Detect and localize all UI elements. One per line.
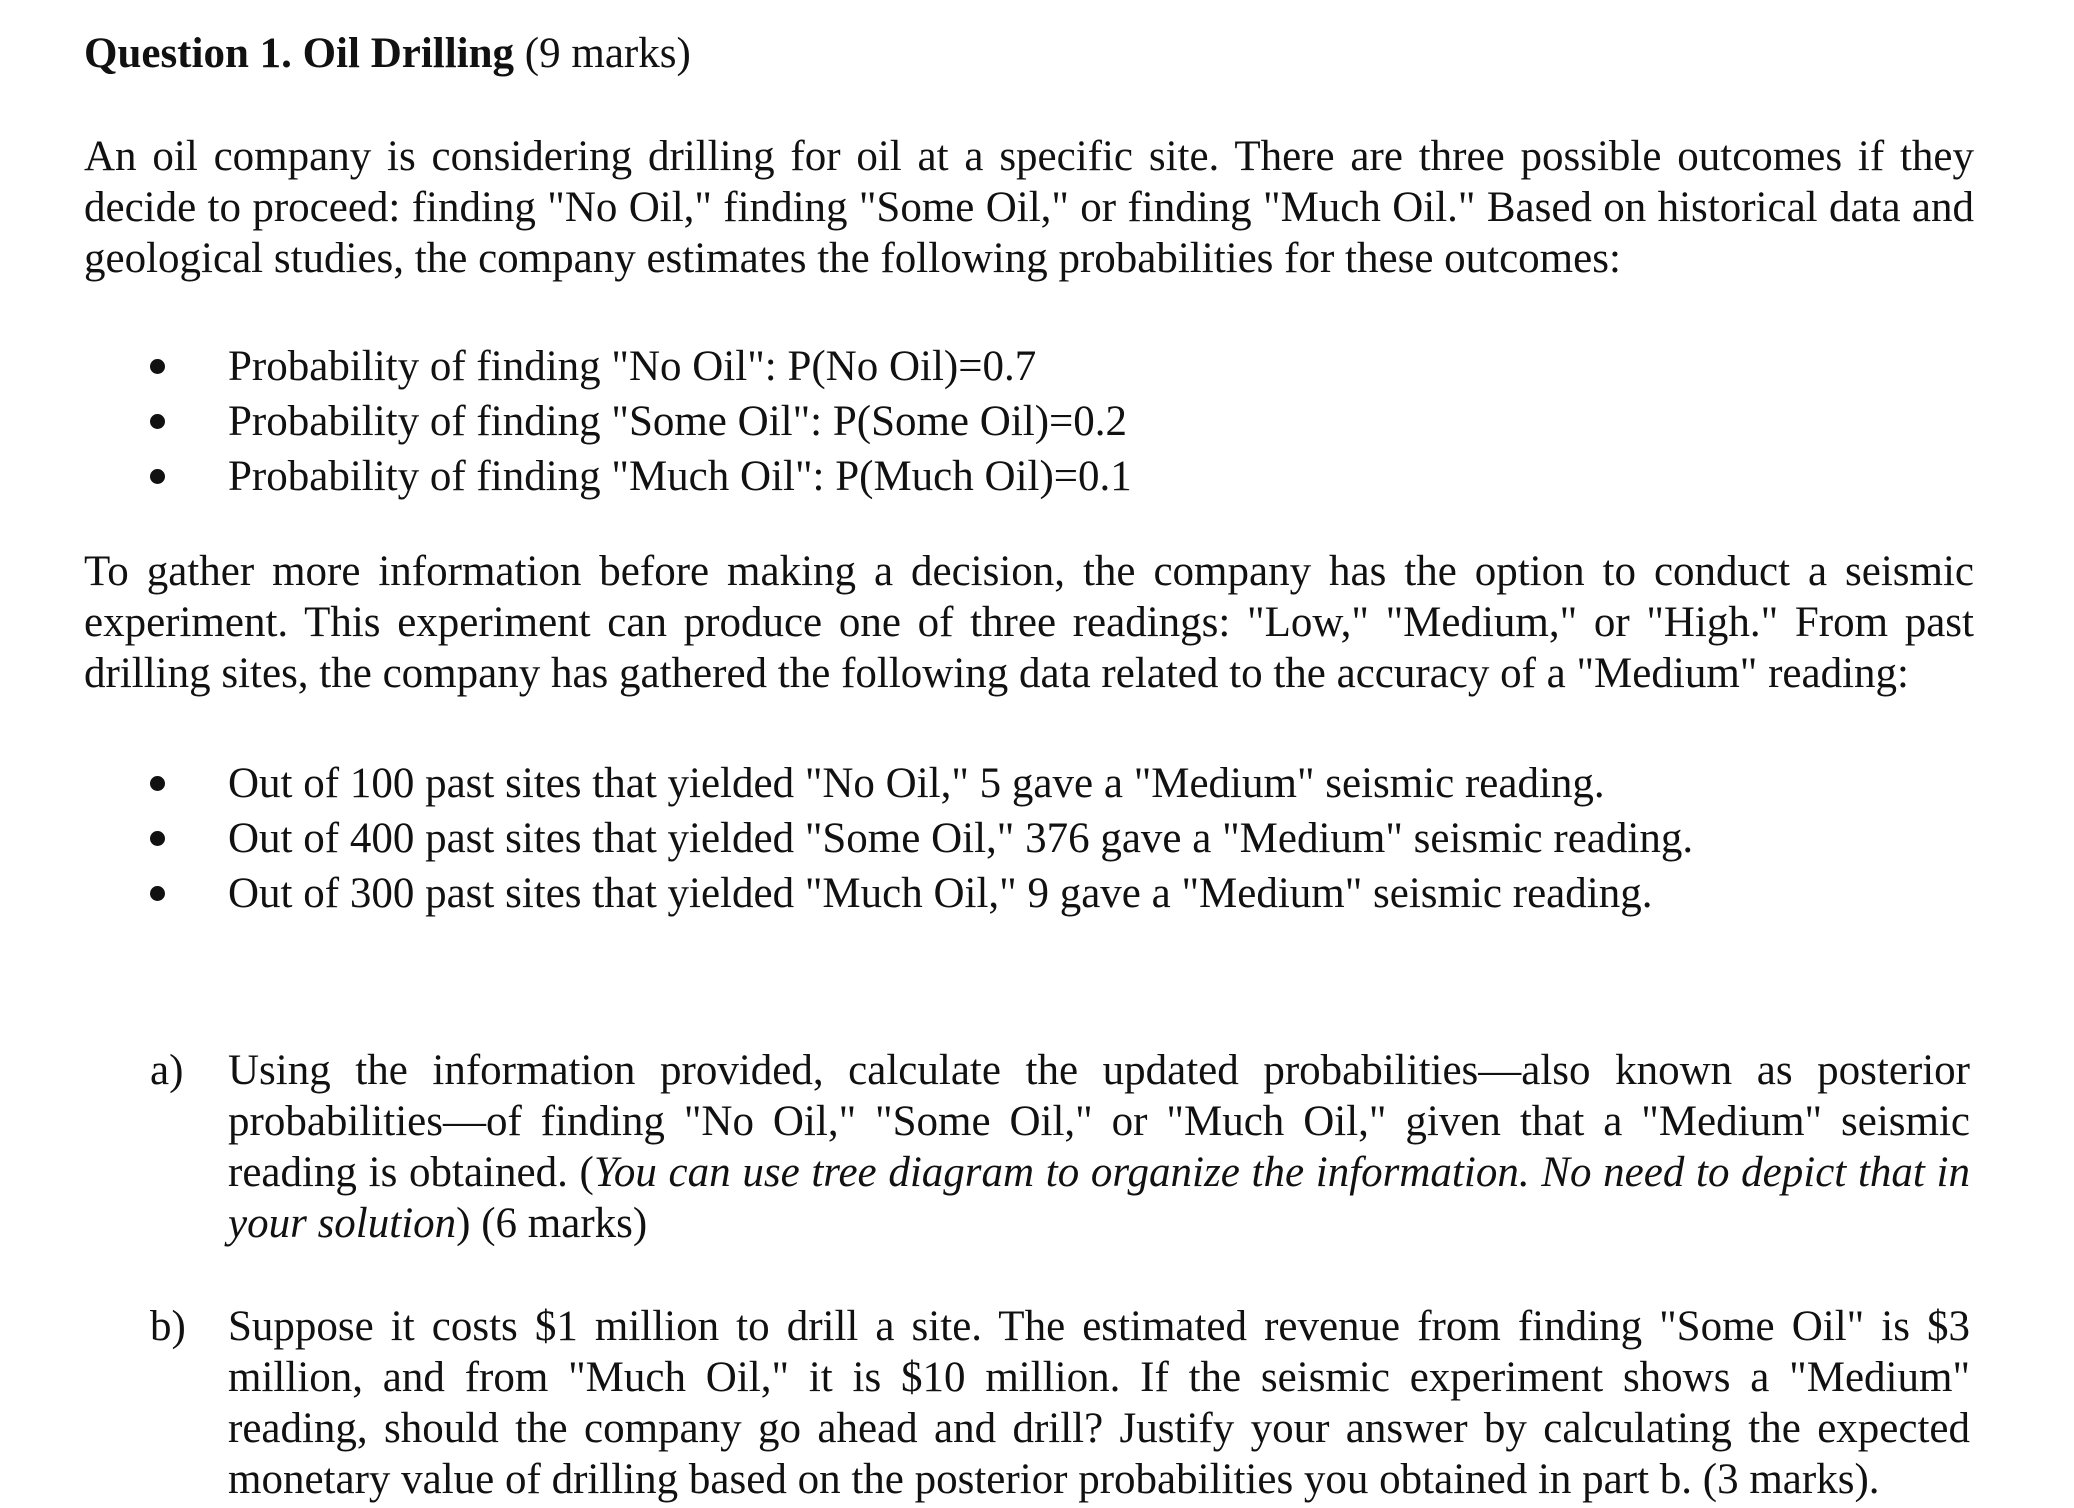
probability-no-oil: Probability of finding "No Oil": P(No Oil)=0.7 [228,343,1037,390]
list-item [150,394,1850,449]
past-data-some-oil: Out of 400 past sites that yielded "Some Oil," 376 gave a "Medium" seismic reading. [228,815,1694,862]
part-b-text: Suppose it costs $1 million to drill a site. The estimated revenue from finding "Some Oil" is $3 million, and from "Much Oil," it is $10 million. If the seismic experiment shows a "Medium" reading, should the company go ahead and drill? Justify your answer by calculating the expected monetary value of drilling based on the posterior probabilities you obtained in part b. (3 marks). [228,1303,1970,1503]
past-data-no-oil: Out of 100 past sites that yielded "No Oil," 5 gave a "Medium" seismic reading. [228,760,1605,807]
question-title-bold: Question 1. Oil Drilling [84,30,515,77]
bullet-icon [150,359,165,374]
bullet-icon [150,776,165,791]
part-a-text [228,1045,1970,1249]
bullet-icon [150,414,165,429]
part-a-marks: ) (6 marks) [456,1200,648,1247]
bullet-icon [150,831,165,846]
past-data-much-oil: Out of 300 past sites that yielded "Much Oil," 9 gave a "Medium" seismic reading. [228,870,1653,917]
probability-much-oil: Probability of finding "Much Oil": P(Much Oil)=0.1 [228,453,1132,500]
part-b [150,1301,1970,1505]
document-page [84,28,1984,1503]
list-item [150,449,1850,504]
probability-list [150,339,1850,504]
list-item [150,811,1850,866]
past-data-list [150,756,1850,921]
experiment-paragraph: To gather more information before making a decision, the company has the option to conduct a seismic experiment. This experiment can produce one of three readings: "Low," "Medium," or "High." From past drilling sites, the company has gathered the following data related to the accuracy of a "Medium" reading: [84,548,1974,697]
question-title [84,28,1984,80]
probability-some-oil: Probability of finding "Some Oil": P(Some Oil)=0.2 [228,398,1128,445]
part-a [150,1045,1970,1249]
part-a-label: a) [150,1047,184,1094]
intro-paragraph: An oil company is considering drilling for oil at a specific site. There are three possible outcomes if they decide to proceed: finding "No Oil," finding "Some Oil," or finding "Much Oil." Based on historical data and geological studies, the company estimates the following probabilities for these outcomes: [84,133,1974,282]
bullet-icon [150,886,165,901]
part-a-main: Using the information provided, calculate the updated probabilities—also known as posterior probabilities—of finding "No Oil," "Some Oil," or "Much Oil," given that a "Medium" seismic reading is obtained. ( [228,1047,1970,1196]
list-item [150,339,1850,394]
list-item [150,756,1850,811]
part-a-italic-note: You can use tree diagram to organize the information. No need to depict that in your solution [228,1149,1970,1247]
list-item [150,866,1850,921]
part-b-label: b) [150,1303,186,1350]
bullet-icon [150,469,165,484]
question-title-marks: (9 marks) [514,30,691,77]
